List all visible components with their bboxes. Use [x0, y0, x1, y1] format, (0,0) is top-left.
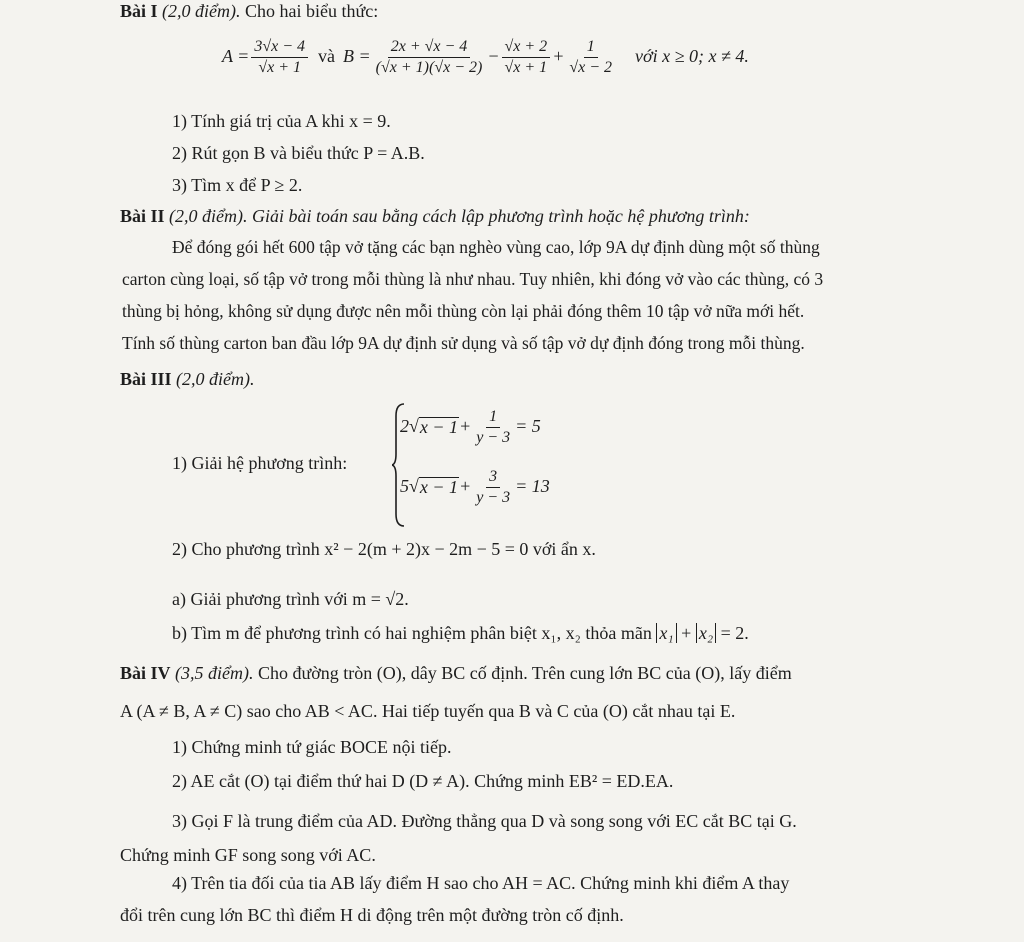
formula-b-lhs: B = [343, 46, 371, 67]
bai3-heading: Bài III [120, 369, 172, 389]
eq2-denominator: y − 3 [476, 488, 511, 506]
formula-a-fraction [251, 38, 308, 76]
bai3-question-2a: a) Giải phương trình với m = √2. [172, 589, 409, 609]
formula-a-lhs: A = [222, 46, 250, 67]
formula-b-term3 [566, 38, 615, 76]
bai3-points: (2,0 điểm). [176, 369, 255, 389]
bai4-question-4b: đổi trên cung lớn BC thì điểm H di động trên một đường tròn cố định. [120, 905, 624, 925]
bai4-points: (3,5 điểm). [175, 663, 254, 683]
bai1-question-3: 3) Tìm x để P ≥ 2. [172, 175, 303, 195]
eq2-rhs: = 13 [515, 476, 550, 497]
eq1-rhs: = 5 [515, 416, 541, 437]
qb-abs-x2: x₂ [696, 623, 716, 643]
bai4-question-3a: 3) Gọi F là trung điểm của AD. Đường thẳng qua D và song song với EC cắt BC tại G. [172, 811, 797, 831]
formula-b-term2-numerator: √x + 2 [502, 38, 551, 58]
formula-b-op1: − [487, 46, 500, 67]
bai4-question-1: 1) Chứng minh tứ giác BOCE nội tiếp. [172, 737, 452, 757]
bai4-header-line [120, 664, 792, 684]
bai3-header-line [120, 370, 255, 390]
formula-b-term1-numerator: 2x + √x − 4 [388, 38, 471, 58]
eq2-radicand: x − 1 [419, 476, 459, 497]
bai1-question-2: 2) Rút gọn B và biểu thức P = A.B. [172, 143, 425, 163]
eq2-fraction [473, 468, 513, 506]
formula-b-term1 [373, 38, 486, 76]
bai2-heading: Bài II [120, 206, 165, 226]
qb-abs-x1: x₁ [656, 623, 676, 643]
system-equation-2: 5 √ x − 1 + $\frac{3}{y - 3}$ = 13 [400, 468, 550, 506]
bai2-line-3: thùng bị hỏng, không sử dụng được nên mỗi thùng còn lại phải đóng thêm 10 tập vở nữa mới hết. [122, 301, 805, 321]
bai1-heading: Bài I [120, 1, 158, 21]
formula-conjunction: và [318, 46, 336, 67]
formula-b-op2: + [552, 46, 565, 67]
formula-b-term3-denominator: √x − 2 [569, 58, 613, 76]
eq1-radicand: x − 1 [419, 416, 459, 437]
eq1-coef: 2 [400, 416, 409, 437]
formula-b-term1-denominator: (√x + 1)(√x − 2) [375, 58, 483, 76]
bai4-question-3b: Chứng minh GF song song với AC. [120, 845, 376, 865]
bai2-line-4: Tính số thùng carton ban đầu lớp 9A dự định sử dụng và số tập vở dự định đóng trong mỗi thùng. [122, 333, 805, 353]
formula-a-numerator: 3√x − 4 [251, 38, 308, 58]
formula-b-term3-numerator: 1 [584, 38, 598, 58]
bai2-line-1: Để đóng gói hết 600 tập vở tặng các bạn nghèo vùng cao, lớp 9A dự định dùng một số thùng [172, 237, 820, 257]
bai4-line-1: Cho đường tròn (O), dây BC cố định. Trên cung lớn BC của (O), lấy điểm [258, 663, 792, 683]
bai2-header-line [120, 207, 750, 227]
bai1-question-1: 1) Tính giá trị của A khi x = 9. [172, 111, 391, 131]
bai3-question-2b [172, 624, 749, 644]
qb-text: b) Tìm m để phương trình có hai nghiệm phân biệt x₁, x₂ thỏa mãn [172, 623, 652, 643]
bai4-question-4a: 4) Trên tia đối của tia AB lấy điểm H sao cho AH = AC. Chứng minh khi điểm A thay [172, 873, 790, 893]
bai4-line-2: A (A ≠ B, A ≠ C) sao cho AB < AC. Hai tiếp tuyến qua B và C của (O) cắt nhau tại E. [120, 701, 736, 721]
formula-b-term2-denominator: √x + 1 [504, 58, 548, 76]
bai3-question-1-label: 1) Giải hệ phương trình: [172, 453, 348, 473]
bai2-title: Giải bài toán sau bằng cách lập phương trình hoặc hệ phương trình: [252, 206, 750, 226]
formula-a-denominator: √x + 1 [258, 58, 302, 76]
eq2-plus: + [459, 476, 472, 497]
eq2-coef: 5 [400, 476, 409, 497]
eq1-fraction [473, 408, 513, 446]
bai1-formulas [222, 38, 749, 76]
bai2-points: (2,0 điểm). [169, 206, 248, 226]
eq1-numerator: 1 [486, 408, 500, 428]
bai2-line-2: carton cùng loại, số tập vở trong mỗi thùng là như nhau. Tuy nhiên, khi đóng vở vào các thùng, có 3 [122, 269, 824, 289]
bai3-question-2: 2) Cho phương trình x² − 2(m + 2)x − 2m − 5 = 0 với ẩn x. [172, 539, 596, 559]
qb-plus: + [681, 623, 692, 643]
bai4-heading: Bài IV [120, 663, 171, 683]
eq1-denominator: y − 3 [476, 428, 511, 446]
bai1-header-line [120, 2, 378, 22]
qb-rhs: = 2. [720, 623, 749, 643]
bai1-intro: Cho hai biểu thức: [245, 1, 379, 21]
formula-condition: với x ≥ 0; x ≠ 4. [635, 46, 749, 67]
formula-b-term2 [502, 38, 551, 76]
system-equation-1: 2 √ x − 1 + $\frac{1}{y - 3}$ = 5 [400, 408, 541, 446]
eq2-numerator: 3 [486, 468, 500, 488]
bai4-question-2: 2) AE cắt (O) tại điểm thứ hai D (D ≠ A). Chứng minh EB² = ED.EA. [172, 771, 674, 791]
bai1-points: (2,0 điểm). [162, 1, 241, 21]
eq1-plus: + [459, 416, 472, 437]
